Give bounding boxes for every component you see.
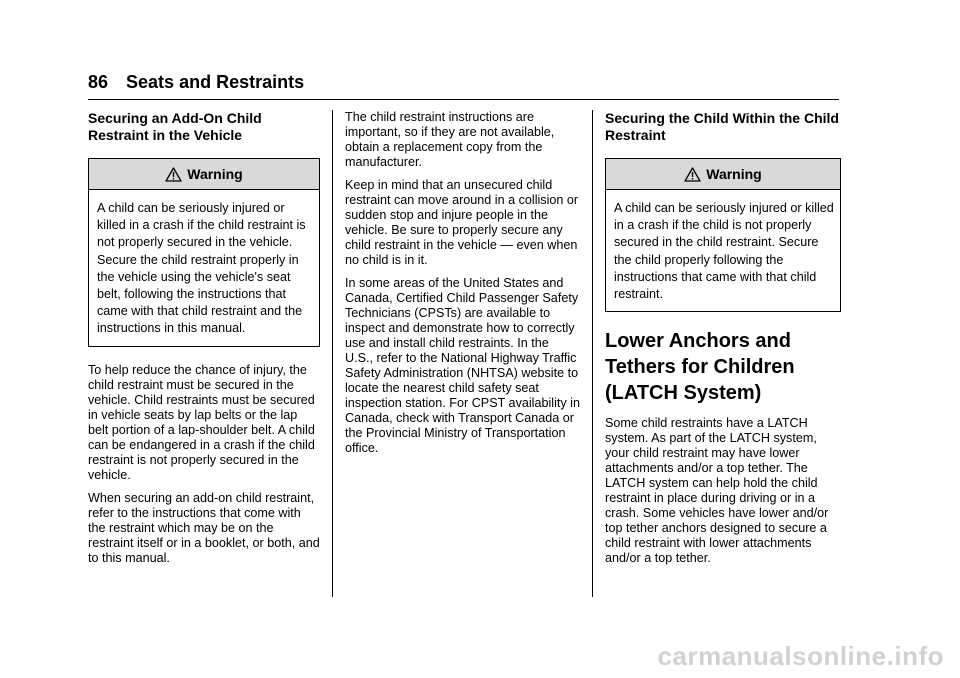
column-middle <box>345 110 580 464</box>
header-divider <box>88 99 839 100</box>
warning-text: A child can be seriously injured or killed in a crash if the child restraint is not properly secured in the vehicle. Secure the child restraint properly in the vehicle using the vehicle's seat belt, following the instructions that came with that child restraint and the instructions in this manual. <box>97 201 306 336</box>
major-section-heading: Lower Anchors and Tethers for Children (LATCH System) <box>605 330 795 405</box>
body-paragraph: The child restraint instructions are important, so if they are not available, obtain a replacement copy from the manufacturer. <box>345 110 555 169</box>
warning-text: A child can be seriously injured or killed in a crash if the child is not properly secured in the child restraint. Secure the child properly following the instructions that came with that child restraint. <box>614 201 834 302</box>
page-header <box>88 72 304 93</box>
body-paragraph: Some child restraints have a LATCH system. As part of the LATCH system, your child restraint may have lower attachments and/or a top tether. The LATCH system can help hold the child restraint in place during driving or in a crash. Some vehicles have lower and/or top tether anchors designed to secure a child restraint with lower attachments and/or a top tether. <box>605 416 829 566</box>
warning-title: Warning <box>706 166 762 182</box>
column-left <box>88 110 320 574</box>
warning-header <box>606 159 840 190</box>
warning-triangle-icon <box>165 167 182 182</box>
watermark: carmanualsonline.info <box>657 641 944 671</box>
section-heading: Securing the Child Within the Child Restraint <box>605 110 839 143</box>
warning-header <box>89 159 319 190</box>
body-paragraph: To help reduce the chance of injury, the child restraint must be secured in the vehicle. Child restraints must be secured in vehicle seats by lap belts or the lap belt portion of a lap-shoulder belt. A child can be endangered in a crash if the child restraint is not properly secured in the vehicle. <box>88 362 315 482</box>
warning-box <box>605 158 841 312</box>
section-heading: Securing an Add-On Child Restraint in the Vehicle <box>88 110 262 143</box>
page-number: 86 <box>88 72 109 92</box>
body-paragraph: When securing an add-on child restraint, refer to the instructions that come with the restraint which may be on the restraint itself or in a booklet, or both, and to this manual. <box>88 490 320 565</box>
section-title: Seats and Restraints <box>126 72 305 92</box>
column-right <box>605 110 841 574</box>
column-divider <box>332 110 333 597</box>
body-paragraph: In some areas of the United States and Canada, Certified Child Passenger Safety Technicians (CPSTs) are available to inspect and demonstrate how to correctly use and install child restraints. In the U.S., refer to the National Highway Traffic Safety Administration (NHTSA) website to locate the nearest child safety seat inspection station. For CPST availability in Canada, check with Transport Canada or the Provincial Ministry of Transportation office. <box>345 276 580 455</box>
warning-triangle-icon <box>684 167 701 182</box>
body-paragraph: Keep in mind that an unsecured child restraint can move around in a collision or sudden stop and injure people in the vehicle. Be sure to properly secure any child restraint in the vehicle — even when no child is in it. <box>345 178 579 267</box>
column-divider <box>592 110 593 597</box>
warning-title: Warning <box>187 166 243 182</box>
warning-box <box>88 158 320 347</box>
